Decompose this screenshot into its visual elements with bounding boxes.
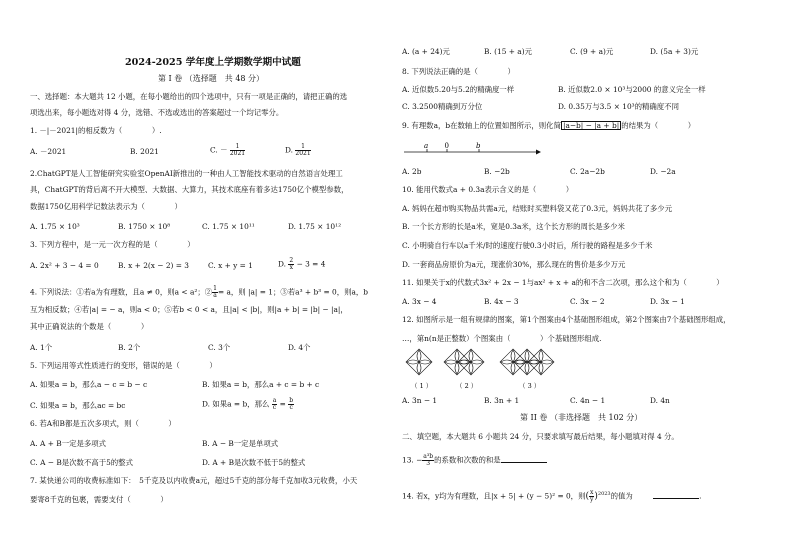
q14-answer-blank[interactable]	[653, 491, 702, 501]
q8-option-b[interactable]: B. 近似数2.0 × 10³与2000 的意义完全一样	[558, 85, 706, 94]
q9-number-line	[402, 138, 542, 162]
q1-option-c-label: C. －	[210, 145, 228, 155]
label-b: b	[476, 142, 481, 150]
frac-num: 1	[213, 285, 217, 292]
section1-instructions: 一、选择题：本大题共 12 小题，在每小题给出的四个选项中，只有一项是正确的，请把正确的选	[30, 92, 348, 101]
q14-paren-open: (	[585, 491, 589, 502]
question-7-line2: 要寄8千克的包裹，需要支付（ ）	[30, 495, 168, 504]
q6-option-c[interactable]: C. A − B是次数不高于5的整式	[30, 458, 133, 467]
q10-option-d[interactable]: D. 一套商品房原价为a元，现涨价30%，那么现在的售价是多少万元	[402, 260, 626, 269]
q14-paren-close: )	[594, 491, 598, 502]
q3-option-b[interactable]: B. x + 2(x − 2) = 3	[118, 261, 190, 270]
q1-option-a[interactable]: A. －2021	[30, 147, 67, 156]
frac-num: 1	[295, 144, 310, 151]
pattern-2-caption: （ 2 ）	[456, 382, 478, 390]
q12-option-b[interactable]: B. 3n + 1	[484, 396, 520, 405]
q2-option-d[interactable]: D. 1.75 × 10¹²	[288, 222, 342, 231]
frac-den: c	[289, 404, 293, 411]
q11-option-a[interactable]: A. 3x − 4	[402, 297, 437, 306]
frac-den: y	[589, 496, 594, 503]
q4-option-d[interactable]: D. 4个	[288, 343, 311, 352]
pattern-1-icon	[406, 349, 432, 375]
q13-prefix: 13. −	[402, 455, 423, 465]
question-2-line3: 数据1750亿用科学记数法表示为（ ）	[30, 202, 182, 211]
q1-option-d[interactable]	[285, 144, 311, 157]
q4-option-b[interactable]: B. 2个	[118, 343, 141, 352]
q8-option-d[interactable]: D. 0.35万与3.5 × 10³的精确度不同	[558, 102, 679, 111]
q14-exponent: 2023	[597, 491, 611, 498]
q11-option-c[interactable]: C. 3x − 2	[570, 297, 605, 306]
q10-option-c[interactable]: C. 小明骑自行车以a千米/时的速度行驶0.3小时后，所行驶的路程是多少千米	[402, 241, 653, 250]
q1-option-c[interactable]	[210, 144, 245, 157]
label-0: 0	[444, 142, 449, 150]
q6-option-b[interactable]: B. A − B一定是单项式	[202, 439, 279, 448]
question-13	[402, 454, 547, 467]
q9-option-c[interactable]: C. 2a−2b	[570, 167, 605, 176]
q3-option-d[interactable]	[278, 258, 325, 271]
q3-option-a[interactable]: A. 2x² + 3 − 4 = 0	[30, 261, 99, 270]
q8-option-c[interactable]: C. 3.2500精确到万分位	[402, 102, 483, 111]
part2-heading: 第 II 卷 （非选择题 共 102 分）	[520, 413, 643, 422]
frac-num: x	[589, 489, 594, 496]
frac-den: 2021	[229, 150, 246, 157]
q13-answer-blank[interactable]	[501, 456, 547, 463]
q4-option-c[interactable]: C. 3个	[208, 343, 231, 352]
q10-option-a[interactable]: A. 妈妈在超市购买物品共需a元，结账时买塑料袋又花了0.3元，妈妈共花了多少元	[402, 204, 673, 213]
q14-suffix: 的值为	[610, 491, 633, 501]
q5-option-d-fraction-1	[272, 398, 278, 411]
q12-pattern-figure	[402, 346, 582, 392]
q3-option-d-tail: − 3 = 4	[296, 259, 326, 269]
section2-instructions: 二、填空题，本大题共 6 小题共 24 分，只要求填写最后结果，每小题填对得 4 分。	[402, 432, 679, 441]
q7-option-d[interactable]: D. (5a + 3)元	[650, 47, 699, 56]
frac-num: b	[289, 397, 294, 404]
question-1-stem: 1. －|－2021|的相反数为（ ）.	[30, 126, 162, 135]
frac-num: a³b	[423, 453, 434, 460]
frac-den: 3	[426, 460, 431, 467]
q1-option-c-fraction	[230, 144, 245, 157]
question-4-line1	[30, 286, 368, 299]
frac-num: a	[272, 397, 277, 404]
q4-line1-part-a: 4. 下列说法：①若a为有理数，且a ≠ 0，则a < a²；②	[30, 287, 213, 297]
q6-option-d[interactable]: D. A + B是次数不低于5的整式	[202, 458, 306, 467]
q7-option-a[interactable]: A. (a + 24)元	[402, 47, 450, 56]
frac-den: x	[289, 264, 293, 271]
pattern-3-caption: （ 3 ）	[519, 382, 541, 390]
number-line-arrow-icon	[536, 150, 541, 155]
q11-option-d[interactable]: D. 3x − 1	[650, 297, 685, 306]
question-4-line2: 互为相反数；④若|a| = − a，则a < 0；⑤若b < 0 < a，且|a| < |b|，则|a + b| = |b| − |a|，	[30, 305, 348, 314]
q9-option-b[interactable]: B. −2b	[484, 167, 510, 176]
question-2-line1: 2.ChatGPT是人工智能研究实验室OpenAI新推出的一种由人工智能技术驱动的自然语言处理工	[30, 169, 343, 178]
q1-option-b[interactable]: B. 2021	[130, 147, 159, 156]
question-8-stem: 8. 下列说法正确的是（ ）	[402, 67, 515, 76]
frac-num: 1	[230, 144, 245, 151]
q4-line1-part-b: = a，则 |a| = 1；③若a³ + b³ = 0，则a，b	[217, 287, 369, 297]
q5-option-d-fraction-2	[288, 398, 294, 411]
question-3-stem: 3. 下列方程中，是一元一次方程的是（ ）	[30, 240, 195, 249]
q9-stem-part-b: 的结果为（ ）	[621, 121, 696, 130]
frac-den: c	[272, 404, 277, 411]
question-2-line2: 具，ChatGPT的背后离不开大模型、大数据、大算力，其技术底座有着多达1750亿个模型参数，	[30, 185, 349, 194]
question-6-stem: 6. 若A和B都是五次多项式，则（ ）	[30, 419, 176, 428]
q9-stem-part-a: 9. 有理数a，b在数轴上的位置如图所示，则化简	[402, 121, 561, 130]
q5-option-a[interactable]: A. 如果a = b，那么a − c = b − c	[30, 380, 148, 389]
q5-option-d-label: D. 如果a = b，那么	[202, 399, 270, 409]
q5-equals: =	[279, 399, 286, 409]
q2-option-b[interactable]: B. 1750 × 10⁸	[118, 222, 171, 231]
q12-option-d[interactable]: D. 4n	[650, 396, 670, 405]
q7-option-c[interactable]: C. (9 + a)元	[570, 47, 614, 56]
q3-option-c[interactable]: C. x + y = 1	[208, 261, 253, 270]
q2-option-c[interactable]: C. 1.75 × 10¹¹	[202, 222, 255, 231]
q1-option-d-fraction	[295, 144, 310, 157]
q13-suffix: 的系数和次数的和是	[434, 455, 501, 465]
question-12-line2: …，第n(n是正整数）个图案由（ ）个基础图形组成.	[402, 334, 602, 343]
q1-option-d-label: D.	[285, 145, 294, 155]
pattern-3-icon	[500, 349, 554, 375]
q9-option-a[interactable]: A. 2b	[402, 167, 422, 176]
frac-den: 2021	[295, 150, 311, 157]
exam-title: 2024-2025 学年度上学期数学期中试题	[125, 57, 301, 68]
q5-option-d[interactable]	[202, 398, 294, 411]
frac-den: a	[213, 292, 217, 299]
label-a: a	[424, 142, 429, 150]
question-12-line1: 12. 如图所示是一组有规律的图案，第1个图案由4个基础图形组成，第2个图案由7个基础图形组成，	[402, 315, 731, 324]
question-14	[402, 490, 702, 503]
question-5-stem: 5. 下列运用等式性质进行的变形，错误的是（ ）	[30, 361, 217, 370]
q11-option-b[interactable]: B. 4x − 3	[484, 297, 519, 306]
q9-option-d[interactable]: D. −2a	[650, 167, 676, 176]
q9-expression: |a−b| − |a + b|	[562, 121, 620, 130]
q2-option-a[interactable]: A. 1.75 × 10³	[30, 222, 80, 231]
q13-fraction	[422, 454, 434, 467]
question-9-stem	[402, 121, 695, 130]
question-7-line1: 7. 某快递公司的收费标准如下： 5千克及以内收费a元，超过5千克的部分每千克加收3元收费，小天	[30, 476, 358, 485]
q3-option-d-fraction	[288, 258, 294, 271]
q7-option-b[interactable]: B. (15 + a)元	[484, 47, 532, 56]
q3-option-d-label: D.	[278, 259, 287, 269]
q14-period: .	[699, 491, 702, 501]
question-4-line3: 其中正确说法的个数是（ ）	[30, 322, 149, 331]
frac-num: 2	[289, 257, 294, 264]
q5-option-b[interactable]: B. 如果a = b，那么a + c = b + c	[202, 380, 320, 389]
pattern-2-icon	[444, 349, 484, 375]
q6-option-a[interactable]: A. A + B一定是多项式	[30, 439, 107, 448]
question-11-stem: 11. 如果关于x的代数式3x² + 2x − 1与ax² + x + a的和不含二次项，那么这个和为（ ）	[402, 278, 724, 287]
q12-option-a[interactable]: A. 3n − 1	[402, 396, 438, 405]
q4-option-a[interactable]: A. 1个	[30, 343, 53, 352]
part1-heading: 第 I 卷 （选择题 共 48 分）	[158, 74, 265, 83]
q14-prefix: 14. 若x，y均为有理数，且|x + 5| + (y − 5)² = 0，则	[402, 491, 586, 501]
question-10-stem: 10. 能用代数式a + 0.3a表示含义的是（ ）	[402, 185, 574, 194]
q5-option-c[interactable]: C. 如果a = b，那么ac = bc	[30, 401, 126, 410]
section1-instructions-cont: 项选出来，每小题选对得 4 分，选错、不选或选出的答案超过一个均记零分。	[30, 108, 284, 117]
q10-option-b[interactable]: B. 一个长方形的长是a米，宽是0.3a米，这个长方形的周长是多少米	[402, 222, 625, 231]
q12-option-c[interactable]: C. 4n − 1	[570, 396, 606, 405]
q8-option-a[interactable]: A. 近似数5.20与5.2的精确度一样	[402, 85, 515, 94]
pattern-1-caption: （ 1 ）	[411, 382, 433, 390]
